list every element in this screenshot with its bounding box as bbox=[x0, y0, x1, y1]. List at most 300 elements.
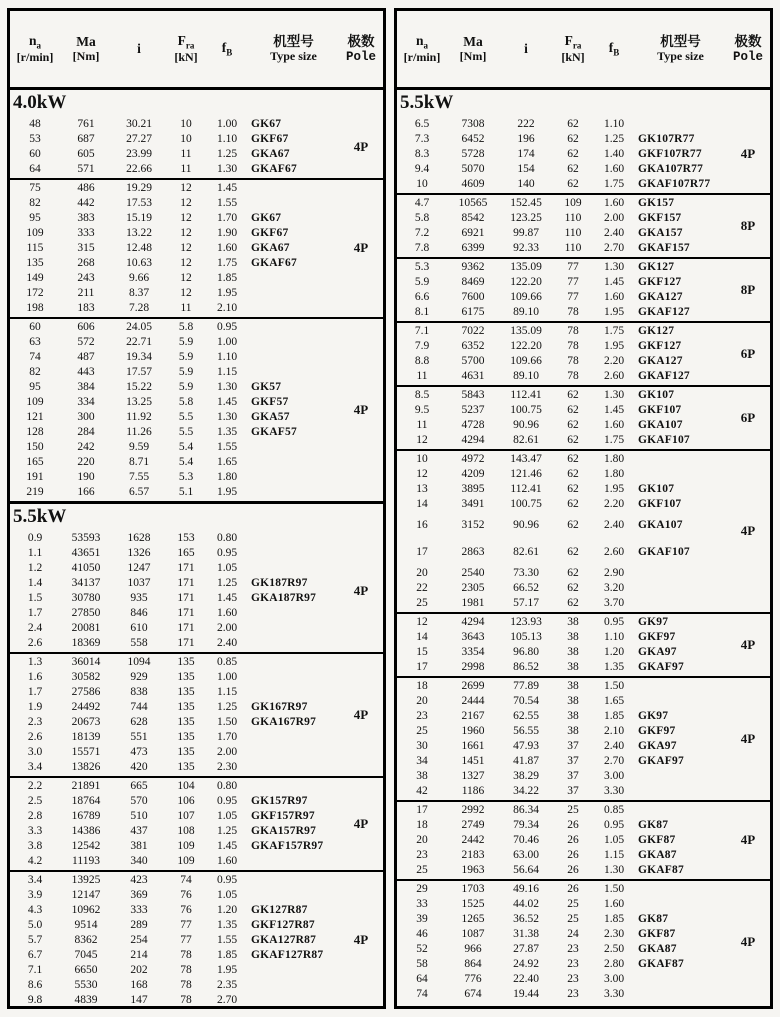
table-row bbox=[10, 301, 339, 316]
cell-i: 254 bbox=[130, 933, 148, 946]
cell-i: 437 bbox=[130, 824, 148, 837]
cell-i: 123.93 bbox=[510, 615, 542, 628]
cell-ma: 18369 bbox=[71, 636, 101, 649]
cell-ma: 2749 bbox=[461, 818, 485, 831]
cell-ma: 6175 bbox=[461, 305, 485, 318]
cell-type bbox=[248, 888, 339, 903]
cell-i: 34.22 bbox=[513, 784, 539, 797]
table-body bbox=[397, 90, 770, 1006]
cell-i: 214 bbox=[130, 948, 148, 961]
cell-type bbox=[248, 335, 339, 350]
table-row bbox=[10, 760, 339, 775]
cell-ma: 41050 bbox=[71, 561, 101, 574]
cell-type: GKF127 bbox=[638, 275, 682, 288]
cell-fb: 2.60 bbox=[603, 369, 625, 382]
cell-fra: 5.4 bbox=[178, 440, 194, 453]
cell-ma: 4972 bbox=[461, 452, 485, 465]
cell-i: 27.27 bbox=[126, 132, 152, 145]
cell-fra: 5.1 bbox=[178, 485, 194, 498]
cell-na: 1.5 bbox=[27, 591, 43, 604]
cell-type: GK87 bbox=[638, 912, 669, 925]
table-row bbox=[10, 117, 339, 132]
cell-na: 2.5 bbox=[27, 794, 43, 807]
cell-fra: 38 bbox=[567, 615, 579, 628]
cell-fra: 135 bbox=[177, 685, 195, 698]
cell-fra: 5.4 bbox=[178, 455, 194, 468]
cell-type: GK97 bbox=[638, 709, 669, 722]
cell-na: 9.8 bbox=[27, 993, 43, 1006]
cell-ma: 2305 bbox=[461, 581, 485, 594]
cell-i: 7.28 bbox=[128, 301, 150, 314]
cell-fra: 77 bbox=[180, 933, 192, 946]
cell-type: GKA67 bbox=[251, 241, 290, 254]
cell-ma: 776 bbox=[464, 972, 482, 985]
cell-na: 42 bbox=[416, 784, 428, 797]
cell-ma: 315 bbox=[77, 241, 95, 254]
cell-fra: 62 bbox=[567, 433, 579, 446]
pole-cell: 8P bbox=[740, 217, 756, 233]
cell-fb: 1.10 bbox=[603, 117, 625, 130]
cell-fra: 38 bbox=[567, 709, 579, 722]
cell-fb: 1.95 bbox=[603, 482, 625, 495]
header-base-fb: f bbox=[608, 39, 614, 55]
table-row bbox=[10, 561, 339, 576]
cell-fb: 1.40 bbox=[603, 147, 625, 160]
cell-fb: 1.85 bbox=[603, 709, 625, 722]
cell-ma: 211 bbox=[77, 286, 95, 299]
pole-cell: 4P bbox=[740, 523, 756, 539]
cell-na: 29 bbox=[416, 882, 428, 895]
cell-type: GKA107R77 bbox=[638, 162, 704, 175]
pole-cell: 4P bbox=[353, 138, 369, 154]
cell-na: 25 bbox=[416, 724, 428, 737]
table-row bbox=[397, 196, 726, 211]
cell-na: 1.2 bbox=[27, 561, 43, 574]
header-subscript-fra: ra bbox=[572, 40, 582, 51]
cell-i: 77.89 bbox=[513, 679, 539, 692]
cell-type bbox=[248, 978, 339, 993]
table-row bbox=[10, 196, 339, 211]
cell-ma: 8362 bbox=[74, 933, 98, 946]
cell-ma: 9514 bbox=[74, 918, 98, 931]
cell-type: GKA87 bbox=[638, 848, 677, 861]
cell-fra: 109 bbox=[564, 196, 582, 209]
cell-ma: 3152 bbox=[461, 518, 485, 531]
cell-i: 935 bbox=[130, 591, 148, 604]
header-base-ma: Ma bbox=[463, 34, 483, 50]
cell-type: GKAF57 bbox=[251, 425, 297, 438]
cell-na: 3.4 bbox=[27, 760, 43, 773]
cell-fb: 2.50 bbox=[603, 942, 625, 955]
cell-fra: 62 bbox=[567, 518, 579, 531]
ratio-block bbox=[397, 193, 770, 257]
cell-type: GKAF107 bbox=[638, 433, 690, 446]
cell-fb: 2.70 bbox=[216, 993, 238, 1006]
cell-i: 551 bbox=[130, 730, 148, 743]
table-row bbox=[10, 410, 339, 425]
header-unit-pole: Pole bbox=[732, 49, 763, 64]
cell-i: 24.92 bbox=[513, 957, 539, 970]
cell-na: 75 bbox=[29, 181, 41, 194]
cell-i: 15.19 bbox=[126, 211, 152, 224]
cell-fb: 2.20 bbox=[603, 354, 625, 367]
cell-fra: 5.9 bbox=[178, 380, 194, 393]
cell-na: 52 bbox=[416, 942, 428, 955]
cell-fb: 1.10 bbox=[603, 630, 625, 643]
table-row bbox=[10, 576, 339, 591]
table-row bbox=[10, 256, 339, 271]
cell-na: 60 bbox=[29, 147, 41, 160]
cell-fb: 3.00 bbox=[603, 972, 625, 985]
table-row bbox=[397, 769, 726, 784]
column-header-fra bbox=[553, 33, 593, 65]
ratio-block bbox=[397, 676, 770, 800]
cell-i: 66.52 bbox=[513, 581, 539, 594]
block-rows bbox=[397, 195, 726, 257]
cell-fb: 1.45 bbox=[216, 591, 238, 604]
cell-na: 7.8 bbox=[414, 241, 430, 254]
cell-fb: 3.30 bbox=[603, 987, 625, 1000]
cell-type: GK187R97 bbox=[251, 576, 308, 589]
cell-i: 11.26 bbox=[126, 425, 152, 438]
header-unit-ma: [Nm] bbox=[459, 48, 487, 63]
cell-type bbox=[635, 452, 726, 467]
cell-ma: 11193 bbox=[72, 854, 100, 867]
table-row bbox=[10, 655, 339, 670]
cell-ma: 442 bbox=[77, 196, 95, 209]
cell-na: 38 bbox=[416, 769, 428, 782]
table-row bbox=[397, 354, 726, 369]
table-row bbox=[397, 117, 726, 132]
cell-ma: 1451 bbox=[461, 754, 485, 767]
cell-i: 109.66 bbox=[510, 354, 542, 367]
header-base-fra: F bbox=[564, 33, 573, 49]
cell-i: 90.96 bbox=[513, 518, 539, 531]
cell-i: 846 bbox=[130, 606, 148, 619]
pole-cell: 4P bbox=[740, 730, 756, 746]
table-row bbox=[397, 630, 726, 645]
cell-fra: 110 bbox=[564, 226, 582, 239]
header-base-na: n bbox=[415, 33, 424, 49]
block-rows bbox=[10, 654, 339, 776]
ratio-block bbox=[397, 800, 770, 879]
cell-type bbox=[635, 596, 726, 611]
cell-fra: 38 bbox=[567, 679, 579, 692]
cell-ma: 5530 bbox=[74, 978, 98, 991]
table-row bbox=[10, 350, 339, 365]
table-row bbox=[10, 132, 339, 147]
cell-i: 558 bbox=[130, 636, 148, 649]
cell-type bbox=[248, 730, 339, 745]
cell-fra: 5.5 bbox=[178, 410, 194, 423]
cell-ma: 2183 bbox=[461, 848, 485, 861]
cell-fb: 1.20 bbox=[216, 903, 238, 916]
cell-na: 6.5 bbox=[414, 117, 430, 130]
table-row bbox=[10, 621, 339, 636]
cell-fra: 76 bbox=[180, 903, 192, 916]
cell-ma: 1265 bbox=[461, 912, 485, 925]
cell-fb: 1.75 bbox=[603, 433, 625, 446]
cell-ma: 18764 bbox=[71, 794, 101, 807]
cell-i: 289 bbox=[130, 918, 148, 931]
cell-na: 2.6 bbox=[27, 636, 43, 649]
cell-fb: 1.55 bbox=[216, 440, 238, 453]
ratio-block bbox=[397, 879, 770, 1003]
cell-na: 15 bbox=[416, 645, 428, 658]
cell-type: GK67 bbox=[251, 211, 282, 224]
cell-fb: 1.25 bbox=[216, 147, 238, 160]
cell-ma: 1327 bbox=[461, 769, 485, 782]
cell-type: GKAF107 bbox=[638, 545, 690, 558]
cell-type: GK57 bbox=[251, 380, 282, 393]
cell-ma: 24492 bbox=[71, 700, 101, 713]
table-row bbox=[397, 818, 726, 833]
cell-na: 191 bbox=[26, 470, 44, 483]
cell-fb: 1.35 bbox=[603, 660, 625, 673]
cell-ma: 30582 bbox=[71, 670, 101, 683]
cell-ma: 243 bbox=[77, 271, 95, 284]
table-row bbox=[10, 470, 339, 485]
table-row bbox=[10, 745, 339, 760]
cell-ma: 864 bbox=[464, 957, 482, 970]
cell-type bbox=[248, 531, 339, 546]
cell-i: 105.13 bbox=[510, 630, 542, 643]
table-row bbox=[397, 645, 726, 660]
cell-i: 121.46 bbox=[510, 467, 542, 480]
cell-ma: 487 bbox=[77, 350, 95, 363]
cell-fra: 12 bbox=[180, 286, 192, 299]
cell-fb: 1.60 bbox=[603, 418, 625, 431]
cell-i: 196 bbox=[517, 132, 535, 145]
cell-type: GKF127R87 bbox=[251, 918, 315, 931]
header-subscript-fb: B bbox=[226, 47, 233, 58]
header-base-pole: 极数 bbox=[347, 34, 375, 50]
cell-ma: 10962 bbox=[71, 903, 101, 916]
cell-type: GK157R97 bbox=[251, 794, 308, 807]
cell-ma: 4631 bbox=[461, 369, 485, 382]
cell-ma: 3895 bbox=[461, 482, 485, 495]
cell-ma: 8469 bbox=[461, 275, 485, 288]
cell-na: 2.6 bbox=[27, 730, 43, 743]
cell-i: 30.21 bbox=[126, 117, 152, 130]
cell-i: 610 bbox=[130, 621, 148, 634]
cell-fb: 1.85 bbox=[603, 912, 625, 925]
cell-fb: 1.80 bbox=[603, 467, 625, 480]
tables-container bbox=[7, 8, 773, 1009]
table-row bbox=[397, 147, 726, 162]
cell-fra: 25 bbox=[567, 897, 579, 910]
table-row bbox=[397, 615, 726, 630]
cell-na: 109 bbox=[26, 226, 44, 239]
cell-fra: 38 bbox=[567, 694, 579, 707]
cell-i: 49.16 bbox=[513, 882, 539, 895]
table-row bbox=[397, 957, 726, 972]
cell-na: 25 bbox=[416, 863, 428, 876]
cell-i: 70.46 bbox=[513, 833, 539, 846]
cell-i: 143.47 bbox=[510, 452, 542, 465]
ratio-block bbox=[397, 612, 770, 676]
cell-fb: 2.00 bbox=[216, 621, 238, 634]
cell-na: 135 bbox=[26, 256, 44, 269]
cell-na: 12 bbox=[416, 467, 428, 480]
cell-ma: 20081 bbox=[71, 621, 101, 634]
table-row bbox=[10, 963, 339, 978]
cell-i: 1094 bbox=[127, 655, 151, 668]
header-symbol-i bbox=[499, 41, 553, 57]
cell-i: 36.52 bbox=[513, 912, 539, 925]
cell-fb: 2.40 bbox=[603, 518, 625, 531]
cell-na: 11 bbox=[416, 418, 428, 431]
cell-fra: 108 bbox=[177, 824, 195, 837]
cell-na: 1.7 bbox=[27, 685, 43, 698]
cell-na: 3.8 bbox=[27, 839, 43, 852]
cell-type bbox=[635, 784, 726, 799]
cell-i: 665 bbox=[130, 779, 148, 792]
cell-fb: 2.90 bbox=[603, 566, 625, 579]
column-header-ma bbox=[60, 34, 112, 63]
cell-na: 9.5 bbox=[414, 403, 430, 416]
cell-i: 9.59 bbox=[128, 440, 150, 453]
cell-type: GKA157R97 bbox=[251, 824, 317, 837]
cell-i: 96.80 bbox=[513, 645, 539, 658]
cell-fra: 78 bbox=[567, 324, 579, 337]
table-row bbox=[397, 694, 726, 709]
cell-i: 63.00 bbox=[513, 848, 539, 861]
rating-table-right bbox=[394, 8, 773, 1009]
cell-na: 150 bbox=[26, 440, 44, 453]
pole-cell: 4P bbox=[353, 582, 369, 598]
power-section-title: 4.0kW bbox=[13, 92, 67, 113]
block-rows bbox=[10, 778, 339, 870]
cell-i: 9.66 bbox=[128, 271, 150, 284]
cell-fra: 135 bbox=[177, 670, 195, 683]
cell-fb: 0.95 bbox=[216, 794, 238, 807]
cell-na: 11 bbox=[416, 369, 428, 382]
cell-ma: 443 bbox=[77, 365, 95, 378]
cell-ma: 190 bbox=[77, 470, 95, 483]
pole-cell: 6P bbox=[740, 409, 756, 425]
cell-i: 11.92 bbox=[126, 410, 152, 423]
table-row bbox=[397, 784, 726, 799]
cell-ma: 27586 bbox=[71, 685, 101, 698]
table-row bbox=[397, 260, 726, 275]
cell-fra: 62 bbox=[567, 482, 579, 495]
pole-cell: 4P bbox=[740, 832, 756, 848]
ratio-block bbox=[10, 652, 383, 776]
pole-cell: 8P bbox=[740, 281, 756, 297]
header-base-i: i bbox=[524, 41, 528, 57]
cell-fra: 26 bbox=[567, 833, 579, 846]
table-row bbox=[397, 433, 726, 448]
cell-fra: 5.9 bbox=[178, 350, 194, 363]
table-row bbox=[397, 132, 726, 147]
cell-fb: 2.30 bbox=[603, 927, 625, 940]
cell-ma: 5728 bbox=[461, 147, 485, 160]
cell-fb: 1.25 bbox=[216, 576, 238, 589]
cell-fra: 62 bbox=[567, 132, 579, 145]
table-row bbox=[10, 854, 339, 869]
cell-type bbox=[248, 286, 339, 301]
cell-ma: 572 bbox=[77, 335, 95, 348]
cell-fb: 3.00 bbox=[603, 769, 625, 782]
table-row bbox=[397, 739, 726, 754]
cell-ma: 36014 bbox=[71, 655, 101, 668]
cell-fra: 153 bbox=[177, 531, 195, 544]
column-header-pole bbox=[726, 34, 770, 64]
cell-type: GKA157 bbox=[638, 226, 683, 239]
table-row bbox=[397, 566, 726, 581]
cell-ma: 6650 bbox=[74, 963, 98, 976]
block-rows bbox=[10, 116, 339, 178]
cell-na: 2.3 bbox=[27, 715, 43, 728]
table-row bbox=[397, 241, 726, 256]
cell-fra: 77 bbox=[180, 918, 192, 931]
ratio-block bbox=[10, 530, 383, 652]
cell-i: 7.55 bbox=[128, 470, 150, 483]
cell-na: 149 bbox=[26, 271, 44, 284]
cell-type: GK167R97 bbox=[251, 700, 308, 713]
table-row bbox=[10, 888, 339, 903]
cell-fb: 1.05 bbox=[216, 561, 238, 574]
cell-na: 1.3 bbox=[27, 655, 43, 668]
table-row bbox=[397, 596, 726, 611]
cell-ma: 21891 bbox=[71, 779, 101, 792]
cell-ma: 1960 bbox=[461, 724, 485, 737]
table-row bbox=[10, 425, 339, 440]
cell-ma: 8542 bbox=[461, 211, 485, 224]
cell-ma: 761 bbox=[77, 117, 95, 130]
cell-type: GKF157 bbox=[638, 211, 682, 224]
cell-fra: 10 bbox=[180, 132, 192, 145]
pole-cell: 4P bbox=[353, 932, 369, 948]
table-row bbox=[397, 803, 726, 818]
cell-type bbox=[248, 350, 339, 365]
cell-na: 128 bbox=[26, 425, 44, 438]
cell-fb: 2.40 bbox=[216, 636, 238, 649]
cell-type: GKA97 bbox=[638, 739, 677, 752]
cell-ma: 383 bbox=[77, 211, 95, 224]
cell-fra: 5.5 bbox=[178, 425, 194, 438]
header-unit-fra: [kN] bbox=[561, 50, 585, 65]
cell-fra: 23 bbox=[567, 987, 579, 1000]
header-subscript-fb: B bbox=[613, 47, 620, 58]
cell-i: 38.29 bbox=[513, 769, 539, 782]
cell-na: 64 bbox=[29, 162, 41, 175]
cell-i: 27.87 bbox=[513, 942, 539, 955]
column-header-fb bbox=[206, 40, 248, 58]
cell-ma: 7600 bbox=[461, 290, 485, 303]
table-row bbox=[397, 305, 726, 320]
cell-fb: 0.80 bbox=[216, 531, 238, 544]
cell-fb: 0.95 bbox=[216, 873, 238, 886]
cell-fra: 171 bbox=[177, 621, 195, 634]
cell-ma: 5070 bbox=[461, 162, 485, 175]
cell-na: 1.9 bbox=[27, 700, 43, 713]
cell-fb: 1.60 bbox=[216, 606, 238, 619]
cell-na: 7.1 bbox=[27, 963, 43, 976]
cell-type: GKA97 bbox=[638, 645, 677, 658]
cell-fra: 26 bbox=[567, 882, 579, 895]
cell-type bbox=[635, 769, 726, 784]
power-section-title: 5.5kW bbox=[400, 92, 454, 113]
cell-i: 838 bbox=[130, 685, 148, 698]
pole-cell: 4P bbox=[353, 401, 369, 417]
table-row bbox=[10, 636, 339, 651]
table-row bbox=[397, 972, 726, 987]
cell-na: 48 bbox=[29, 117, 41, 130]
pole-cell: 4P bbox=[353, 815, 369, 831]
cell-type bbox=[635, 972, 726, 987]
